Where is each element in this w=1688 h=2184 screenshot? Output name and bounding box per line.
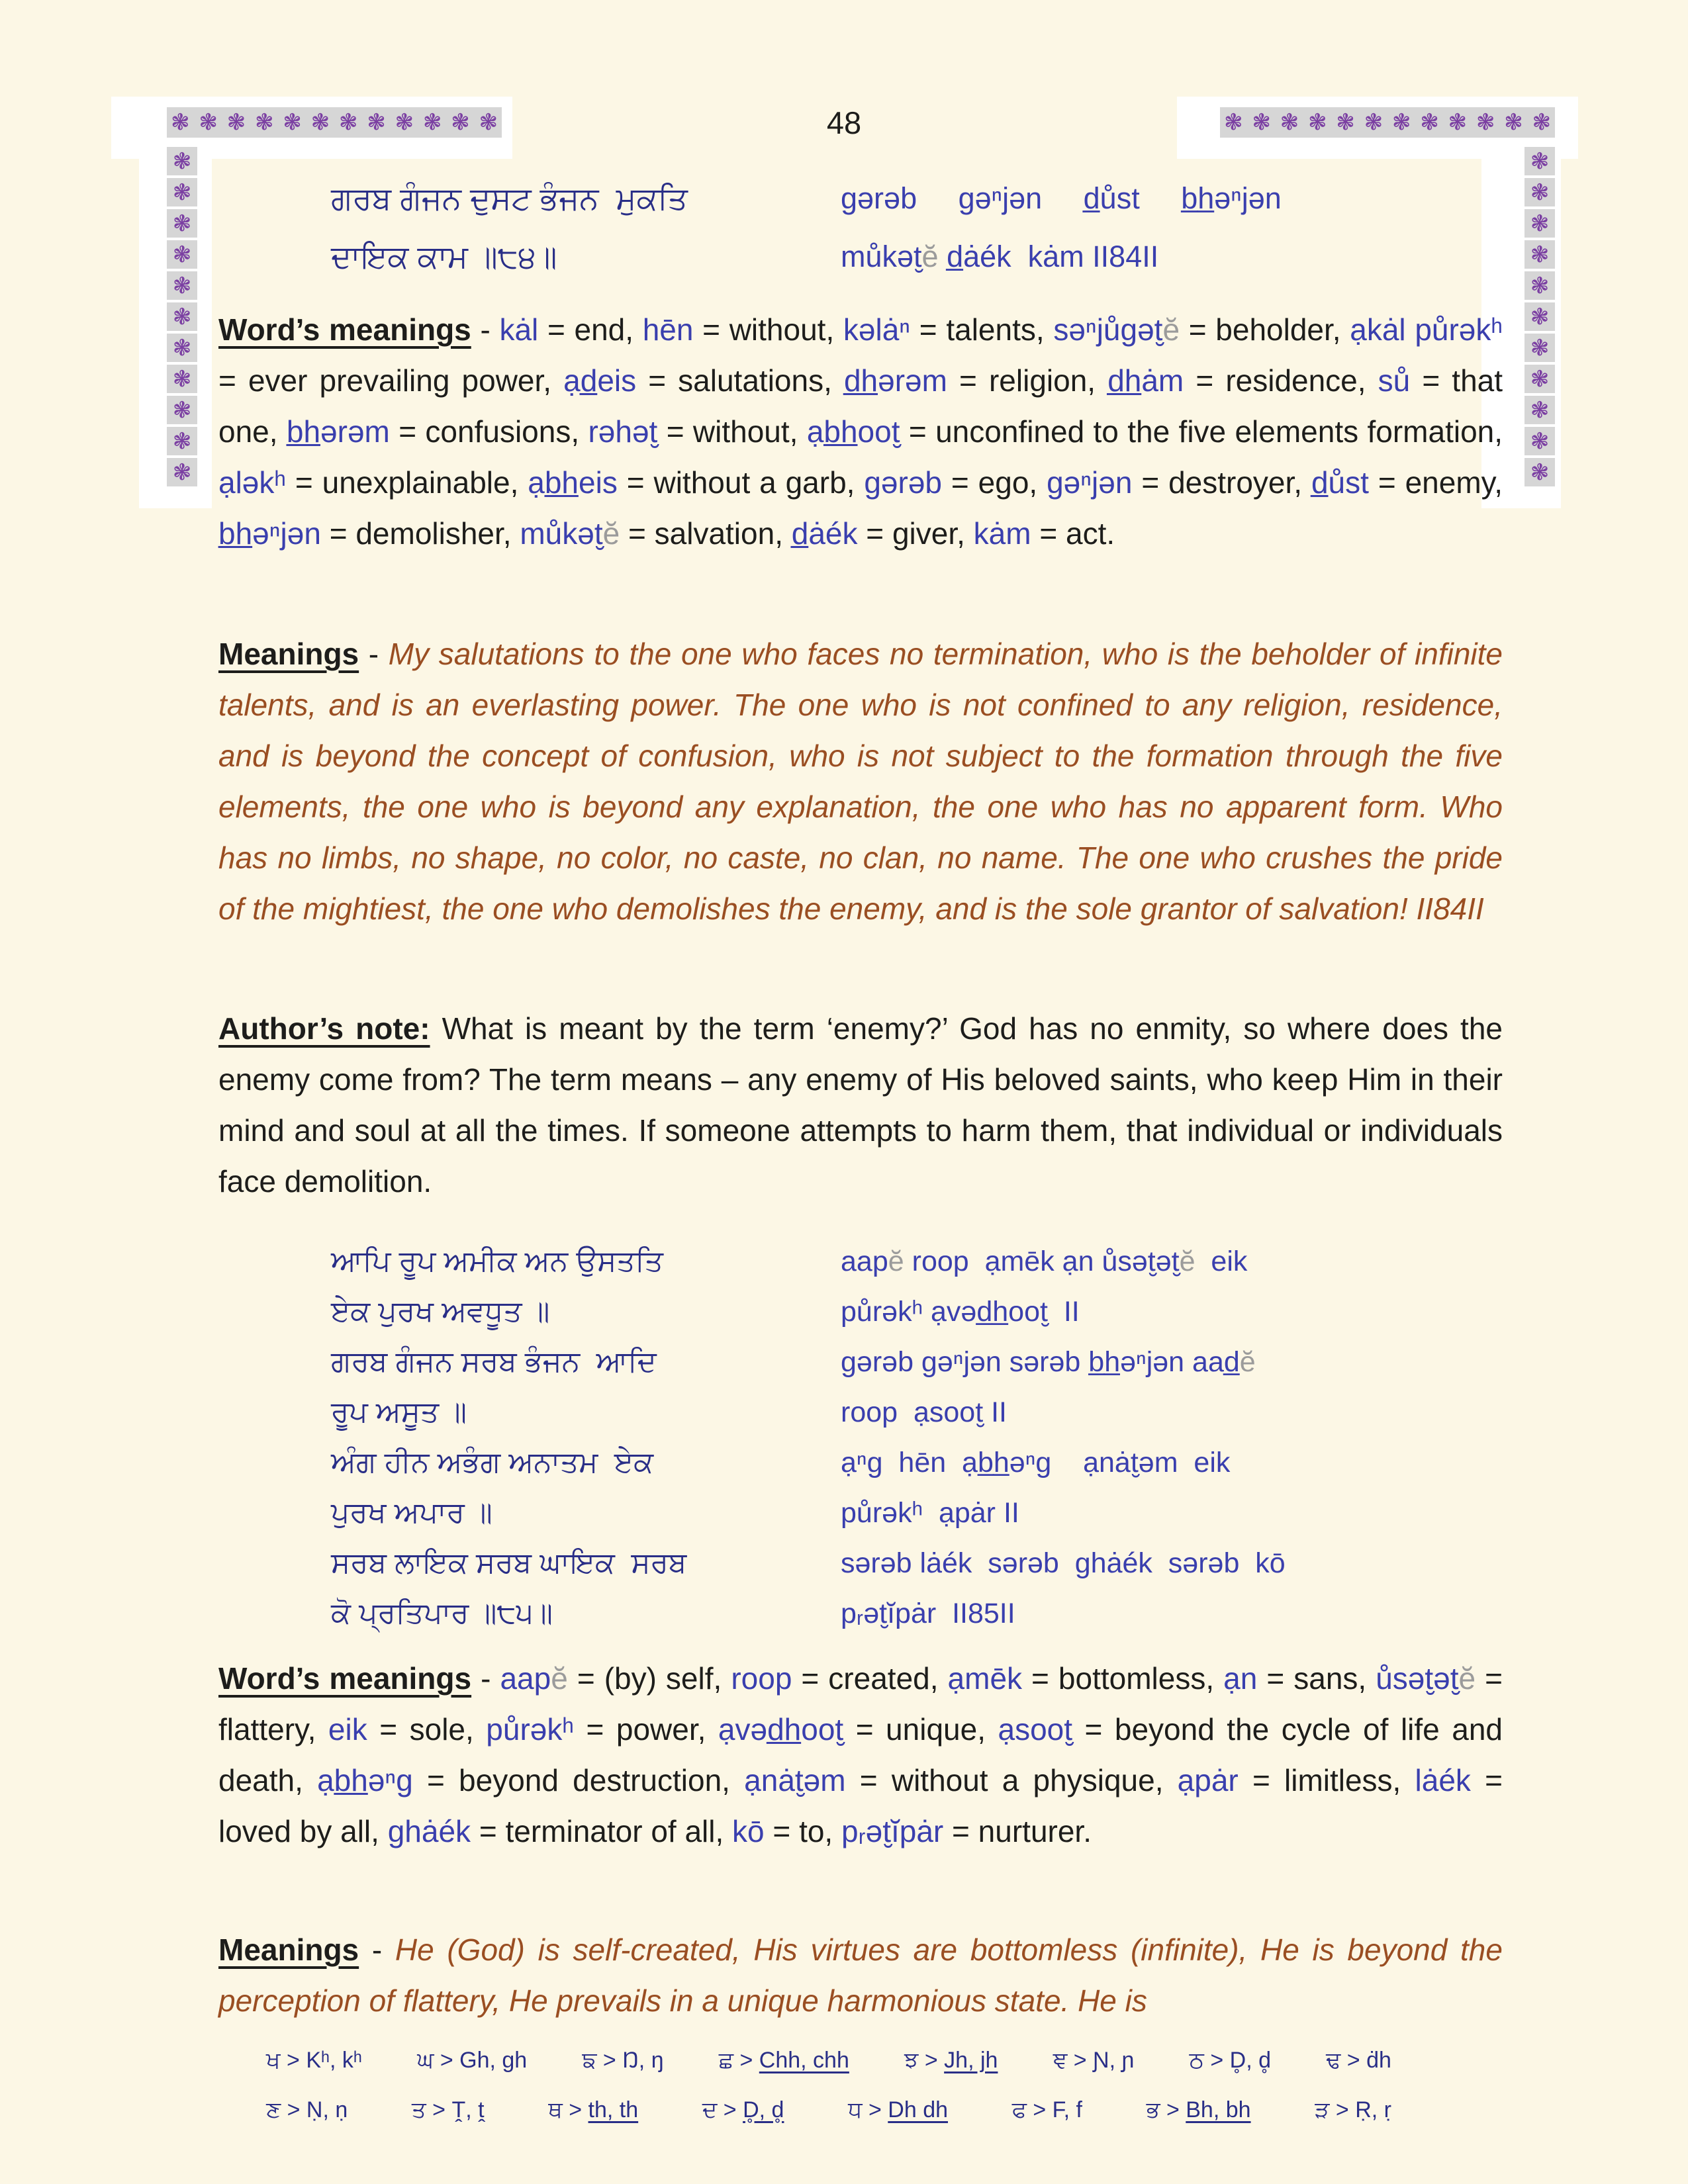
flower-icon: ❃ [1476,110,1495,135]
flower-icon: ❃ [1530,366,1550,392]
flower-icon: ❃ [422,110,442,135]
gray-letter: ĕ [888,1246,904,1277]
word-meanings-heading: Word’s meanings [218,312,471,347]
flower-icon: ❃ [1530,179,1550,205]
flower-icon: ❃ [479,110,498,135]
legend-gurmukhi-letter: ੜ > [1315,2097,1356,2122]
gurmukhi-line: ਦਾਇਕ ਕਾਮ ॥੮੪॥ [331,239,557,274]
text-run: = unexplainable, [286,465,528,500]
translit-word: pᵣət̮ĭpȧr [841,1814,944,1848]
translit-word: půrəkʰ [486,1712,574,1747]
legend-latin-value: Jh, jh [944,2048,998,2073]
legend-latin-value: Kʰ, kʰ [306,2048,362,2073]
flower-icon: ❃ [1530,273,1550,298]
translit-word: ạpȧr [1177,1763,1239,1797]
meanings-heading: Meanings [218,1933,359,1967]
legend-gurmukhi-letter: ਧ > [848,2097,888,2122]
flower-cell [167,240,197,269]
legend-item [548,2085,638,2135]
legend-latin-value: D̥, d̥ [743,2097,784,2122]
legend-gurmukhi-letter: ਢ > [1326,2048,1367,2073]
authors-note-heading: Author’s note: [218,1011,430,1046]
flower-icon: ❃ [1530,148,1550,174]
legend-latin-value: Dh dh [888,2097,949,2122]
legend-item [1326,2036,1391,2085]
heading-dash: - [359,1933,395,1967]
text-run: = created, [792,1661,948,1696]
flower-border-left [167,147,197,486]
text-run: = sans, [1257,1661,1376,1696]
flower-border-top-right [1220,107,1555,138]
translit-word: d̲h̲ərəm [843,363,947,398]
translit-line [841,1588,1286,1639]
flower-icon: ❃ [172,179,192,205]
translit-word: pᵣət̮ĭpȧr II85II [841,1598,1015,1629]
flower-cell [167,334,197,362]
text-run: - [471,312,500,347]
text-run: - [471,1661,500,1696]
gurmukhi-line: ਪੁਰਖ ਅਪਾਰ ॥ [331,1496,492,1529]
text-run: = destroyer, [1132,465,1311,500]
translit-word: roop ạsoot̮ II [841,1396,1007,1428]
text-run: = (by) self, [567,1661,731,1696]
gurmukhi-column [331,1236,841,1639]
text-run: = demolisher, [320,516,520,551]
transliteration-column [841,1236,1286,1639]
text-run: = ego, [942,465,1047,500]
text-run: = ever prevailing power, [218,363,564,398]
flower-icon: ❃ [172,148,192,174]
flower-icon: ❃ [1532,110,1551,135]
text-run: = beyond the cycle of life and death, [218,1712,1503,1797]
legend-latin-value: Gh, gh [459,2048,528,2073]
translit-word: ạkȧl půrəkʰ [1350,312,1503,347]
flower-cell [1524,271,1555,300]
legend-item [1315,2085,1391,2135]
legend-latin-value: F, f [1052,2097,1082,2122]
translit-word: ạsoot̮ [998,1712,1073,1747]
translit-word: səⁿjůgət̮ [1053,312,1163,347]
authors-note-text: What is meant by the term ‘enemy?’ God has no enmity, so where does the enemy come from? The term means – any enemy of His beloved saints, who keep Him in their mind and soul at all the times. If someone attempts to harm them, that individual or individuals face demolition. [218,1011,1503,1199]
legend-latin-value: Ɲ, ɲ [1093,2048,1135,2073]
transliteration-key-row [266,2036,1391,2085]
legend-latin-value: Bh, bh [1186,2097,1251,2122]
gray-letter: ĕ [1179,1246,1196,1277]
flower-icon: ❃ [1530,242,1550,267]
flower-cell [1524,427,1555,455]
text-run: = beholder, [1180,312,1350,347]
legend-gurmukhi-letter: ਛ > [718,2048,759,2073]
translit-word: aap [500,1661,551,1696]
flower-cell [1524,147,1555,175]
gurmukhi-line: ਗਰਬ ਗੰਜਨ ਸਰਬ ਭੰਜਨ ਆਦਿ [331,1345,657,1378]
text-run: = talents, [910,312,1054,347]
text-run: = sole, [367,1712,487,1747]
flower-icon: ❃ [310,110,330,135]
translit-word: můkət̮ [520,516,603,551]
legend-gurmukhi-letter: ਫ > [1011,2097,1053,2122]
flower-icon: ❃ [172,366,192,392]
translit-word: kō [732,1814,765,1848]
flower-icon: ❃ [1530,304,1550,330]
translit-line [841,1437,1286,1488]
flower-cell [1524,209,1555,238]
translit-line [841,1387,1286,1437]
flower-cell [1524,240,1555,269]
text-run: = terminator of all, [471,1814,733,1848]
flower-cell [167,209,197,238]
text-run: = end, [538,312,643,347]
translit-word: aap [841,1246,888,1277]
translit-word: d̲ȧék kȧm II84II [938,240,1159,273]
legend-item [904,2036,998,2085]
flower-icon: ❃ [172,210,192,236]
flower-cell [167,271,197,300]
word-meanings-heading: Word’s meanings [218,1661,472,1696]
translit-word: hēn [642,312,694,347]
flower-icon: ❃ [199,110,218,135]
translit-word: ạn [1223,1661,1258,1696]
legend-gurmukhi-letter: ਥ > [548,2097,588,2122]
flower-icon: ❃ [172,459,192,485]
gurmukhi-line: ਅੰਗ ਹੀਨ ਅਭੰਗ ਅਨਾਤਮ ਏਕ [331,1446,654,1479]
text-run: = without a physique, [845,1763,1178,1797]
meanings-text: My salutations to the one who faces no termination, who is the beholder of infinite talents, and is an everlasting power. The one who is not confined to any religion, residence, and is beyond the concept of confusion, who is not subject to the formation through the five elements, the one who is beyond any explanation, the one who has no apparent form. Who has no limbs, no shape, no color, no caste, no clan, no name. The one who crushes the pride of the mightiest, the one who demolishes the enemy, and is the sole grantor of salvation! II84II [218,637,1503,926]
legend-item [1190,2036,1271,2085]
flower-icon: ❃ [367,110,386,135]
text-run: = bottomless, [1022,1661,1224,1696]
flower-icon: ❃ [172,242,192,267]
translit-word: kȧm [973,516,1031,551]
flower-cell [167,147,197,175]
flower-icon: ❃ [1420,110,1439,135]
translit-word: roop [731,1661,792,1696]
translit-word: ạnȧt̮əm [744,1763,846,1797]
legend-item [1012,2085,1082,2135]
flower-icon: ❃ [1364,110,1383,135]
translit-word: ạvəd̲h̲oot̮ [718,1712,844,1747]
flower-cell [1524,178,1555,206]
translit-word: gərəb [864,465,942,500]
flower-cell [167,396,197,424]
translit-word: d̲ůst [1311,465,1369,500]
translit-word: kȧl [499,312,539,347]
text-run: = unconfined to the five elements formation, [900,414,1503,449]
gray-letter: ĕ [1239,1346,1256,1378]
translit-line [841,1236,1286,1287]
gray-letter: ĕ [551,1661,568,1696]
legend-item [412,2085,485,2135]
legend-gurmukhi-letter: ਝ > [904,2048,945,2073]
legend-gurmukhi-letter: ਠ > [1189,2048,1230,2073]
translit-word: d̲ȧék [791,516,858,551]
word-meanings-body [218,312,1503,551]
page-number: 48 [826,105,862,140]
translit-word: gərəb gəⁿjən d̲ůst b̲h̲əⁿjən [841,181,1282,215]
flower-cell [167,365,197,393]
flower-icon: ❃ [1252,110,1271,135]
legend-item [848,2085,948,2135]
flower-icon: ❃ [172,397,192,423]
legend-latin-value: D̥, d̥ [1229,2048,1271,2073]
legend-gurmukhi-letter: ਘ > [417,2048,460,2073]
legend-item [1053,2036,1135,2085]
legend-gurmukhi-letter: ਤ > [411,2097,452,2122]
translit-line [841,1287,1286,1337]
text-run: = enemy, [1368,465,1503,500]
verse-85 [331,1236,1286,1639]
text-run: = to, [764,1814,841,1848]
meanings-84 [218,629,1503,934]
text-run: = religion, [947,363,1108,398]
text-run: = salutations, [636,363,844,398]
meanings-text: He (God) is self-created, His virtues are bottomless (infinite), He is beyond the perception of flattery, He prevails in a unique harmonious state. He is [218,1933,1503,2018]
text-run: = residence, [1184,363,1378,398]
flower-icon: ❃ [171,110,190,135]
translit-line [841,1538,1286,1588]
meanings-85 [218,1925,1503,2026]
translit-word: d̲h̲ȧm [1107,363,1184,398]
translit-word: ạⁿg hēn ạb̲h̲əⁿg ạnȧt̮əm eik [841,1447,1231,1479]
flower-cell [1524,334,1555,362]
flower-icon: ❃ [226,110,246,135]
legend-latin-value: Ṱ, ṱ [451,2097,485,2122]
legend-gurmukhi-letter: ਞ > [1053,2048,1094,2073]
translit-line [841,1337,1286,1387]
legend-item [266,2085,348,2135]
flower-border-right [1524,147,1555,486]
translit-word: eik [1195,1246,1248,1277]
flower-icon: ❃ [172,273,192,298]
translit-word: ạləkʰ [218,465,287,500]
text-run: = giver, [857,516,974,551]
meanings-heading: Meanings [218,637,359,671]
flower-icon: ❃ [1530,397,1550,423]
text-run: = nurturer. [943,1814,1092,1848]
gurmukhi-line: ਸਰਬ ਲਾਇਕ ਸਰਬ ਘਾਇਕ ਸਰਬ [331,1547,687,1579]
flower-icon: ❃ [1336,110,1355,135]
flower-icon: ❃ [172,304,192,330]
legend-gurmukhi-letter: ਭ > [1146,2097,1186,2122]
translit-word: gərəb gəⁿjən sərəb b̲h̲əⁿjən aad̲ [841,1346,1240,1378]
translit-word: půrəkʰ ạpȧr II [841,1497,1019,1529]
transliteration-column [841,169,1282,286]
legend-item [417,2036,527,2085]
legend-gurmukhi-letter: ਙ > [582,2048,623,2073]
translit-word: ạd̲eis [563,363,637,398]
legend-latin-value: Ṇ, ṇ [306,2097,348,2122]
translit-word: eik [328,1712,367,1747]
authors-note [218,1003,1503,1207]
translit-word: gəⁿjən [1047,465,1133,500]
flower-cell [1524,365,1555,393]
translit-word: ghȧék [387,1814,471,1848]
flower-cell [167,302,197,331]
transliteration-key-row [266,2085,1391,2135]
text-run: = act. [1031,516,1115,551]
legend-item [1147,2085,1251,2135]
flower-border-top-left [167,107,502,138]
flower-cell [167,427,197,455]
verse-84 [331,169,1282,286]
gray-letter: ĕ [1458,1661,1476,1696]
text-run: = without, [657,414,807,449]
translit-word: roop ạmēk ạn ůsət̮ət̮ [904,1246,1180,1277]
text-run: = unique, [843,1712,998,1747]
flower-icon: ❃ [1530,210,1550,236]
legend-latin-value: Ṛ, ṛ [1355,2097,1391,2122]
flower-cell [1524,458,1555,486]
flower-icon: ❃ [1530,335,1550,361]
word-meanings-84 [218,304,1503,559]
flower-icon: ❃ [172,428,192,454]
text-run: = salvation, [620,516,792,551]
gray-letter: ĕ [1162,312,1180,347]
text-run: = without, [693,312,843,347]
translit-word: sů [1378,363,1411,398]
translit-word: ạb̲h̲əⁿg [317,1763,413,1797]
translit-word: ůsət̮ət̮ [1376,1661,1459,1696]
legend-gurmukhi-letter: ਦ > [702,2097,743,2122]
translit-word: můkət̮ [841,240,922,273]
legend-item [719,2036,849,2085]
text-run: = beyond destruction, [412,1763,745,1797]
gurmukhi-line: ਕੋ ਪ੍ਰਤਿਪਾਰ ॥੮੫॥ [331,1597,553,1629]
flower-icon: ❃ [1391,110,1411,135]
text-run: = power, [573,1712,718,1747]
flower-cell [1524,396,1555,424]
text-run: = confusions, [389,414,588,449]
flower-icon: ❃ [338,110,358,135]
heading-dash: - [359,637,389,671]
translit-word: ạmēk [947,1661,1023,1696]
text-run: = flattery, [218,1661,1503,1747]
legend-item [582,2036,663,2085]
flower-icon: ❃ [1280,110,1299,135]
flower-cell [167,458,197,486]
flower-icon: ❃ [283,110,302,135]
legend-item [702,2085,784,2135]
flower-cell [1524,302,1555,331]
translit-line [841,169,1282,228]
word-meanings-85 [218,1653,1503,1857]
flower-icon: ❃ [451,110,470,135]
translit-line [841,1488,1286,1538]
translit-word: ạb̲h̲eis [528,465,618,500]
transliteration-key [266,2036,1391,2135]
flower-icon: ❃ [254,110,274,135]
gurmukhi-line: ਏਕ ਪੁਰਖ ਅਵਧੂਤ ॥ [331,1295,550,1328]
text-run: = limitless, [1238,1763,1415,1797]
translit-word: b̲h̲əⁿjən [218,516,321,551]
translit-word: lȧék [1415,1763,1471,1797]
translit-word: ạb̲h̲oot̮ [806,414,900,449]
gurmukhi-column [331,169,841,286]
text-run: = without a garb, [617,465,865,500]
flower-icon: ❃ [1530,428,1550,454]
translit-word: kəlȧⁿ [843,312,911,347]
legend-latin-value: Chh, chh [759,2048,849,2073]
translit-word: půrəkʰ ạvəd̲h̲oot̮ II [841,1296,1080,1328]
gray-letter: ĕ [602,516,620,551]
flower-cell [167,178,197,206]
flower-icon: ❃ [1224,110,1243,135]
text-run: = loved by all, [218,1763,1503,1848]
gurmukhi-line: ਰੂਪ ਅਸੂਤ ॥ [331,1396,467,1428]
legend-latin-value: ḋh [1366,2048,1391,2073]
gray-letter: ĕ [921,240,939,273]
translit-word: rəhət̮ [588,414,658,449]
gurmukhi-line: ਆਪਿ ਰੂਪ ਅਮੀਕ ਅਨ ਉਸਤਤਿ [331,1245,663,1277]
flower-icon: ❃ [1307,110,1327,135]
flower-icon: ❃ [395,110,414,135]
translit-word: b̲h̲ərəm [286,414,390,449]
legend-gurmukhi-letter: ਣ > [266,2097,306,2122]
translit-line [841,228,1282,286]
flower-icon: ❃ [1504,110,1523,135]
flower-icon: ❃ [1530,459,1550,485]
flower-icon: ❃ [172,335,192,361]
legend-latin-value: th, th [588,2097,639,2122]
legend-gurmukhi-letter: ਖ > [266,2048,306,2073]
legend-latin-value: Ŋ, ŋ [622,2048,664,2073]
legend-item [266,2036,362,2085]
gurmukhi-line: ਗਰਬ ਗੰਜਨ ਦੁਸਟ ਭੰਜਨ ਮੁਕਤਿ [331,181,688,216]
flower-icon: ❃ [1448,110,1467,135]
text-run: = that one, [218,363,1503,449]
translit-word: sərəb lȧék sərəb ghȧék sərəb kō [841,1547,1286,1579]
